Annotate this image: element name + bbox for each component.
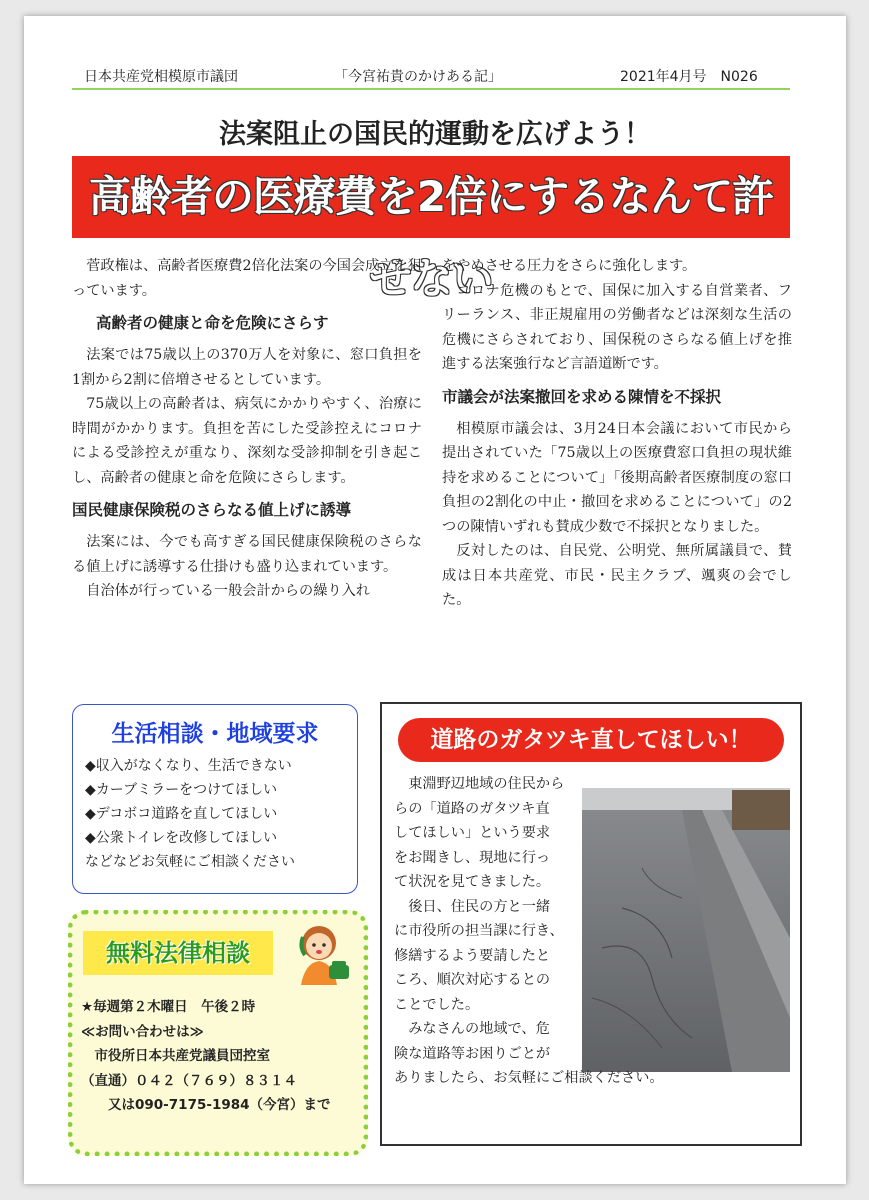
legal-line: 又は090-7175-1984（今宮）まで [81,1097,331,1113]
section-heading: 国民健康保険税のさらなる値上げに誘導 [72,501,352,519]
paragraph: 自治体が行っている一般会計からの繰り入れ [86,583,370,599]
header-newsletter: 「今宮祐貴のかけある記」 [334,69,502,85]
article-column-1 [72,254,422,604]
legal-consultation-box [68,910,368,1156]
road-line: て状況を見てきました。 [394,874,551,890]
road-request-box [380,702,802,1146]
road-line: みなさんの地域で、危 [394,1021,550,1037]
consultation-item: ◆公衆トイレを改修してほしい [85,830,278,846]
main-title: 法案阻止の国民的運動を広げよう！ [219,119,651,150]
header-rule [72,88,790,90]
section-heading: 高齢者の健康と命を危険にさらす [96,314,329,332]
consultation-item: ◆デコボコ道路を直してほしい [85,806,278,822]
road-line: ころ、順次対応するとの [394,972,551,988]
road-line: ありましたら、お気軽にご相談ください。 [394,1070,664,1086]
header-issue: 2021年4月号 N026 [620,69,758,85]
road-line: 修繕するよう要請したと [394,947,551,964]
article-column-2 [442,254,792,613]
consultation-box [72,704,358,894]
road-line: 後日、住民の方と一緒 [394,898,551,915]
road-line: ことでした。 [394,996,480,1013]
paragraph: 法案には、今でも高すぎる国民健康保険税のさらなる値上げに誘導する仕掛けも盛り込まれています。 [72,534,422,575]
road-line: 険な道路等お困りごとが [394,1045,551,1062]
page-header [72,66,784,88]
road-line: をお聞きし、現地に行っ [394,849,551,866]
road-line: らの「道路のガタツキ直 [394,800,550,817]
consultation-item: などなどお気軽にご相談ください [85,854,295,870]
paragraph: 反対したのは、自民党、公明党、無所属議員で、賛成は日本共産党、市民・民主クラブ、颯爽の会でした。 [442,543,792,608]
consultation-item: ◆カーブミラーをつけてほしい [85,782,278,798]
road-line: に市役所の担当課に行き、 [394,923,564,939]
paragraph: コロナ危機のもとで、国保に加入する自営業者、フリーランス、非正規雇用の労働者などは深刻な生活の危機にさらされており、国保税のさらなる値上げを推進する法案強行など言語道断です。 [442,282,792,372]
paragraph: をやめさせる圧力をさらに強化します。 [442,258,697,274]
headline-banner: 高齢者の医療費を2倍にするなんて許せない [72,156,790,238]
legal-title: 無料法律相談 [83,931,273,975]
road-text [394,772,792,1091]
consultation-item: ◆収入がなくなり、生活できない [85,758,292,774]
paragraph: 法案では75歳以上の370万人を対象に、窓口負担を1割から2割に倍増させるとしています。 [72,347,422,388]
paragraph: 菅政権は、高齢者医療費2倍化法案の今国会成立を狙っています。 [72,258,422,299]
road-line: してほしい」という要求 [394,825,551,841]
newsletter-page [24,16,846,1184]
legal-details [81,995,363,1118]
paragraph: 75歳以上の高齢者は、病気にかかりやすく、治療に時間がかかります。負担を苦にした受診控えにコロナによる受診控えが重なり、深刻な受診抑制を引き起こし、高齢者の健康と命を危険にさらします。 [72,396,422,486]
section-heading: 市議会が法案撤回を求める陳情を不採択 [442,387,722,406]
legal-line: （直通）０４２（７６９）８３１４ [81,1072,297,1089]
legal-line: 市役所日本共産党議員団控室 [81,1048,270,1064]
legal-line: ★毎週第２木曜日 午後２時 [81,999,256,1015]
road-title: 道路のガタツキ直してほしい！ [398,718,784,762]
phone-call-illustration-icon [287,915,357,985]
paragraph: 相模原市議会は、3月24日本会議において市民から提出されていた「75歳以上の医療費窓口負担の現状維持を求めることについて」「後期高齢者医療制度の窓口負担の2割化の中止・撤回を求めることについて」の2つの陳情いずれも賛成少数で不採択となりました。 [442,420,792,535]
consultation-title: 生活相談・地域要求 [111,721,319,747]
header-org: 日本共産党相模原市議団 [84,69,238,85]
road-line: 東淵野辺地域の住民から [408,776,565,792]
legal-line: ≪お問い合わせは≫ [81,1023,204,1040]
